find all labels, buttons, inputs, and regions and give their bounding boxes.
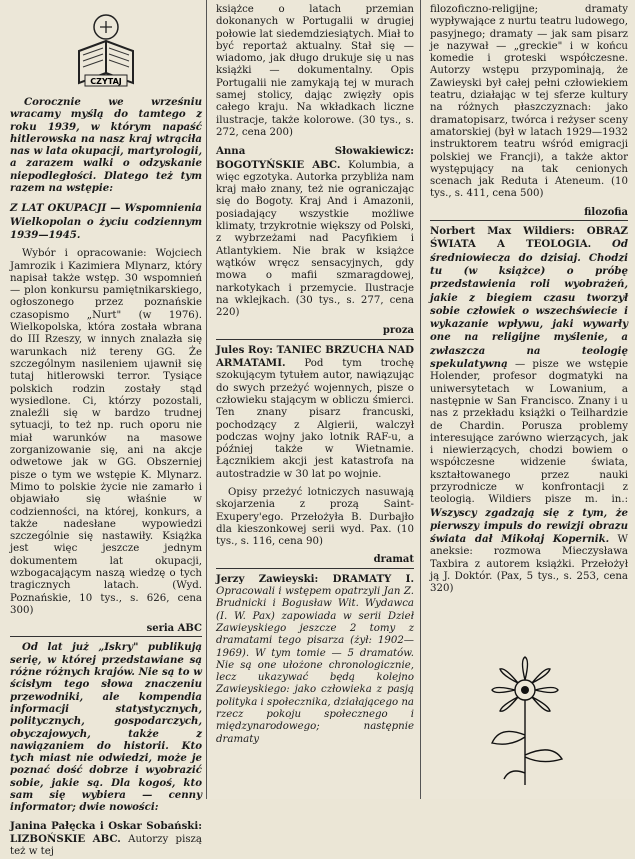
masthead [10, 4, 202, 96]
article-body: Wybór i opracowanie: Wojciech Jamrozik i Kazimiera Mlynarz, który napisał także wstęp. 30 wspomnień — plon konkursu pamiętnikarskiego, ogłoszonego przez poznańskie czasopismo „Nurt" (w 1976). Wielkopolska, która została wbrana do III Rzeszy, w innych znalazła się warunkach niż tereny GG. Że szczególnym nasileniem ujawnił się tutaj hitlerowski terror. Tysiące polskich rodzin zostały stąd wysiedlone. Ci, którzy pozostali, znaleźli się w bardzo trudnej sytuacji, to też np. ruch oporu nie miał warunków na masowe zorganizowanie się, ani na akcje odwetowe jak w GG. Obszerniej pisze o tym we wstępie K. Mlynarz. Mimo to polskie życie nie zamarło i objawiało się właśnie w codzienności, na której, konkurs, a także nadesłane wypowiedzi szczególnie się nastawiły. Książka jest więc jeszcze jednym dokumentem lat okupacji, wzbogacającym naszą wiedzę o tych tragicznych latach. (Wyd. Poznańskie, 10 tys., s. 626, cena 300) [10, 248, 202, 616]
svg-text:CZYTAJ: CZYTAJ [90, 77, 122, 86]
section-header: seria ABC [10, 623, 202, 637]
article-body: Norbert Max Wildiers: OBRAZ ŚWIATA A TEOLOGIA. Od średniowiecza do dzisiaj. Chodzi tu (w książce) o próbę przedstawienia roli wyobrażeń, jakie z biegiem czasu tworzył sobie człowiek o wszechświecie i wykazanie wpływu, jaki wywarły one na religijne myślenie, a zwłaszcza na teologię spekulatywną — pisze we wstępie Holender, profesor dogmatyki na uniwersytetach w Lowanium, a następnie w San Francisco. Znany i u nas z przekładu książki o Teilhardzie de Chardin. Porusza problemy interesujące zarówno wierzących, jak i niewierzących, chodzi bowiem o współczesne widzenie świata, kształtowanego przez nauki przyrodnicze w konfrontacji z teologią. Wildiers pisze m. in.: Wszyscy zgadzają się z tym, że pierwszy impuls do rewizji obrazu świata dał Mikołaj Kopernik. W aneksie: rozmowa Mieczysława Taxbira z autorem książki. Przełożył ją J. Doktór. (Pax, 5 tys., s. 253, cena 320) [430, 225, 628, 595]
series-intro: Od lat już „Iskry" publikują serię, w której przedstawiane są różne różnych krajów. Nie są to w ścisłym tego słowa znaczeniu przewodniki, ale kompendia informacji statystycznych, politycznych, gospodarczych, obyczajowych, także z nawiązaniem do historii. Kto tych miast nie odwiedzi, może je poznać dość dobrze i wyobrazić sobie, jakie są. Dla kogoś, kto sam się wybiera — cenny informator; dwie nowości: [10, 641, 202, 814]
article-body: książce o latach przemian dokonanych w Portugalii w drugiej połowie lat siedemdziesiątych. Miał to być reportaż aktualny. Stał się — wiadomo, jak długo drukuje się u nas książki — dokumentalny. Opis Portugalii nie zamykają tej w murach samej stolicy, dając zwięzły opis całego kraju. Na wkładkach liczne ilustracje, także kolorowe. (30 tys., s. 272, cena 200) [216, 4, 414, 138]
column-divider [206, 0, 207, 799]
column-divider [420, 0, 421, 799]
flower-illustration-icon [470, 655, 580, 790]
section-header: filozofia [430, 207, 628, 221]
intro-paragraph: Corocznie we wrześniu wracamy myślą do tamtego z roku 1939, w którym napaść hitlerowska na nasz kraj wtrąciła nas w lata okupacji, martyrologii, a zarazem walki o odzyskanie niepodległości. Dlatego też tym razem na wstępie: [10, 96, 202, 195]
article-body: Anna Słowakiewicz: BOGOTYŃSKIE ABC. Kolumbia, a więc egzotyka. Autorka przybliża nam kraj mało znany, też nie ograniczając się do Bogoty. Kraj And i Amazonii, posiadający wszystkie możliwe klimaty, trzykrotnie większy od Polski, z wybrzeżami nad Pacyfikiem i Atlantykiem. Nie brak w książce wątków wręcz sensacyjnych, gdy mowa o mafii szmaragdowej, narkotykach i przemycie. Ilustracje na wklejkach. (30 tys., s. 277, cena 220) [216, 145, 414, 319]
books-badge-icon [71, 11, 141, 89]
section-header: dramat [216, 554, 414, 568]
article-title: Z LAT OKUPACJI — Wspomnienia Wielkopolan o życiu codziennym 1939—1945. [10, 202, 202, 241]
section-header: proza [216, 325, 414, 339]
article-body: Opisy przeżyć lotniczych nasuwają skojarzenia z prozą Saint-Exupery'ego. Przełożyła B. Durbajło dla kieszonkowej serii wyd. Pax. (10 tys., s. 116, cena 90) [216, 486, 414, 548]
article-body: Jerzy Zawieyski: DRAMATY I. Opracowali i wstępem opatrzyli Jan Z. Brudnicki i Bogusław Wit. Wydawca (I. W. Pax) zapowiada w serii Dzieł Zawieyskiego jeszcze 2 tomy z dramatami tego pisarza (żył: 1902—1969). W tym tomie — 5 dramatów. Nie są one ułożone chronologicznie, lecz ukazywać będą kolejno Zawieyskiego: jako człowieka z pasją polityka i społecznika, działającego na rzecz pokoju społecznego i międzynarodowego; następnie dramaty [216, 572, 414, 745]
column-2 [210, 0, 418, 799]
article-body: filozoficzno-religijne; dramaty wypływające z nurtu teatru ludowego, pasyjnego; dramaty — jak sam pisarz je nazywał — „greckie" i w końcu komedie i groteski współczesne. Autorzy wstępu przypominają, że Zawieyski był całej pełni człowiekiem teatru, działając w tej sferze kultury na różnych płaszczyznach: jako dramatopisarz, twórca i reżyser sceny amatorskiej (był w latach 1929—1932 instruktorem teatru wśród emigracji polskiej we Francji), a także aktor występujący na tak cenionych scenach jak Reduta i Ateneum. (10 tys., s. 411, cena 500) [430, 4, 628, 200]
article-body: Janina Pałęcka i Oskar Sobański: LIZBOŃSKIE ABC. Autorzy piszą też w tej [10, 819, 202, 858]
article-body: Jules Roy: TANIEC BRZUCHA NAD ARMATAMI. Pod tym trochę szokującym tytułem autor, nawiązując do swych przeżyć wojennych, pisze o człowieku stającym w obliczu śmierci. Ten znany pisarz francuski, pochodzący z Algierii, walczył podczas wojny jako lotnik RAF-u, a później także w Wietnamie. Łącznikiem akcji jest katastrofa na autostradzie w 30 lat po wojnie. [216, 343, 414, 480]
column-1 [6, 0, 204, 858]
